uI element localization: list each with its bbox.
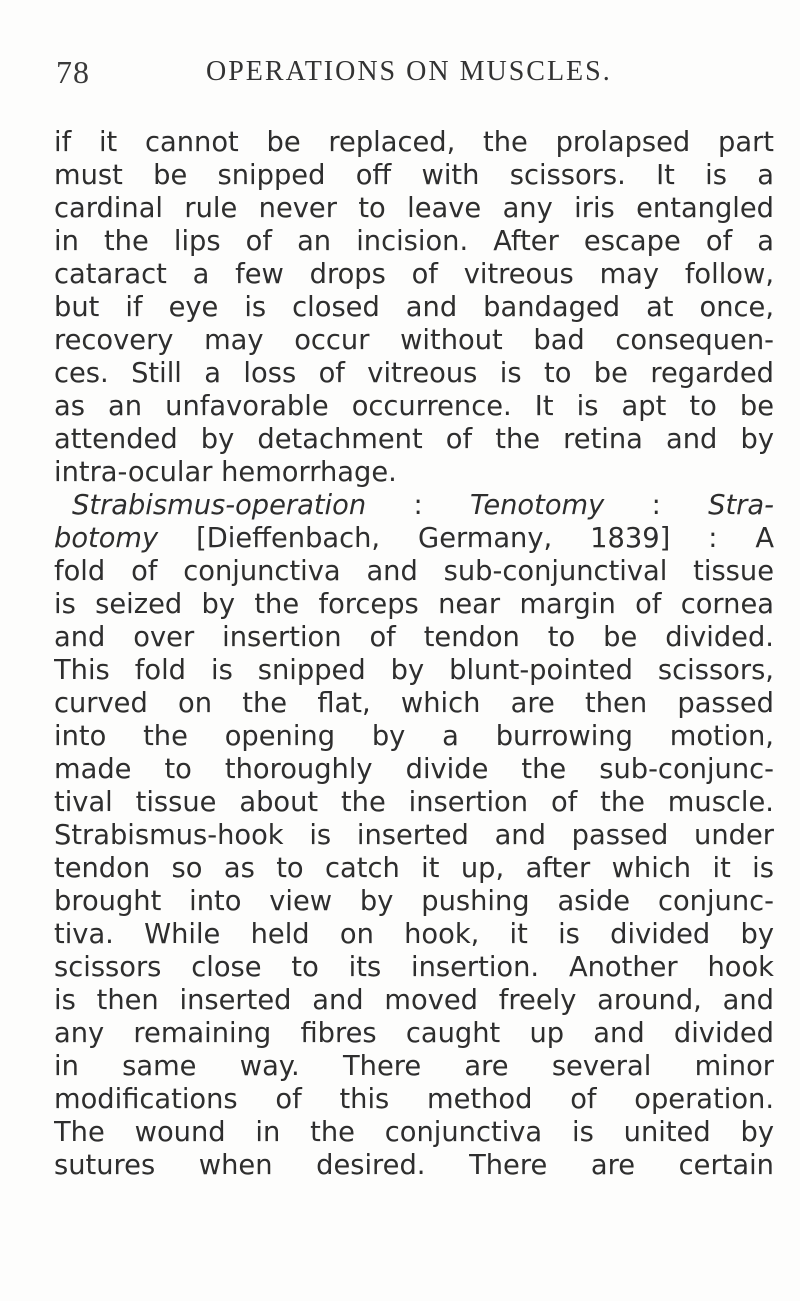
text-line: brought into view by pushing aside conjunc- bbox=[54, 886, 774, 917]
page-number: 78 bbox=[56, 54, 90, 90]
text-line: but if eye is closed and bandaged at once, bbox=[54, 292, 774, 323]
text-line: into the opening by a burrowing motion, bbox=[54, 721, 774, 752]
text-line: made to thoroughly divide the sub-conjunc- bbox=[54, 754, 774, 785]
text-line: intra-ocular hemorrhage. bbox=[54, 457, 397, 488]
text-line: modifications of this method of operation. bbox=[54, 1084, 774, 1115]
text-line: is then inserted and moved freely around, and bbox=[54, 985, 774, 1016]
text-line: attended by detachment of the retina and by bbox=[54, 424, 774, 455]
text-line: recovery may occur without bad consequen- bbox=[54, 325, 774, 356]
running-head bbox=[56, 54, 756, 94]
text-line: Strabismus-hook is inserted and passed under bbox=[54, 820, 774, 851]
text-line: must be snipped off with scissors. It is a bbox=[54, 160, 774, 191]
running-title: OPERATIONS ON MUSCLES. bbox=[206, 56, 612, 87]
text-line: fold of conjunctiva and sub-conjunctival tissue bbox=[54, 556, 774, 587]
heading-separator: : bbox=[366, 490, 471, 521]
text-line: and over insertion of tendon to be divided. bbox=[54, 622, 774, 653]
text-line: as an unfavorable occurrence. It is apt to be bbox=[54, 391, 774, 422]
text-line: if it cannot be replaced, the prolapsed part bbox=[54, 127, 774, 158]
text-line: ces. Still a loss of vitreous is to be regarded bbox=[54, 358, 774, 389]
text-line: in same way. There are several minor bbox=[54, 1051, 774, 1082]
heading-term-strabotomy-part1: Stra- bbox=[708, 490, 774, 521]
text-line: cataract a few drops of vitreous may follow, bbox=[54, 259, 774, 290]
text-line: is seized by the forceps near margin of cornea bbox=[54, 589, 774, 620]
text-line: sutures when desired. There are certain bbox=[54, 1150, 774, 1181]
text-line: The wound in the conjunctiva is united by bbox=[54, 1117, 774, 1148]
text-line: in the lips of an incision. After escape of a bbox=[54, 226, 774, 257]
body-text bbox=[54, 126, 774, 1182]
text-line: cardinal rule never to leave any iris entangled bbox=[54, 193, 774, 224]
heading-term-tenotomy: Tenotomy bbox=[470, 490, 605, 521]
citation-text: [Dieffenbach, Germany, 1839] : A bbox=[158, 523, 774, 554]
text-line: any remaining fibres caught up and divided bbox=[54, 1018, 774, 1049]
section-heading-line-2 bbox=[54, 522, 774, 555]
heading-separator: : bbox=[604, 490, 709, 521]
heading-term-strabotomy-part2: botomy bbox=[54, 523, 159, 554]
text-line: This fold is snipped by blunt-pointed scissors, bbox=[54, 655, 774, 686]
text-line: tival tissue about the insertion of the muscle. bbox=[54, 787, 774, 818]
text-line: curved on the flat, which are then passed bbox=[54, 688, 774, 719]
section-heading-line bbox=[54, 489, 774, 522]
heading-term-strabismus-operation: Strabismus-operation bbox=[72, 490, 367, 521]
text-line: scissors close to its insertion. Another hook bbox=[54, 952, 774, 983]
text-line: tendon so as to catch it up, after which it is bbox=[54, 853, 774, 884]
text-line: tiva. While held on hook, it is divided by bbox=[54, 919, 774, 950]
